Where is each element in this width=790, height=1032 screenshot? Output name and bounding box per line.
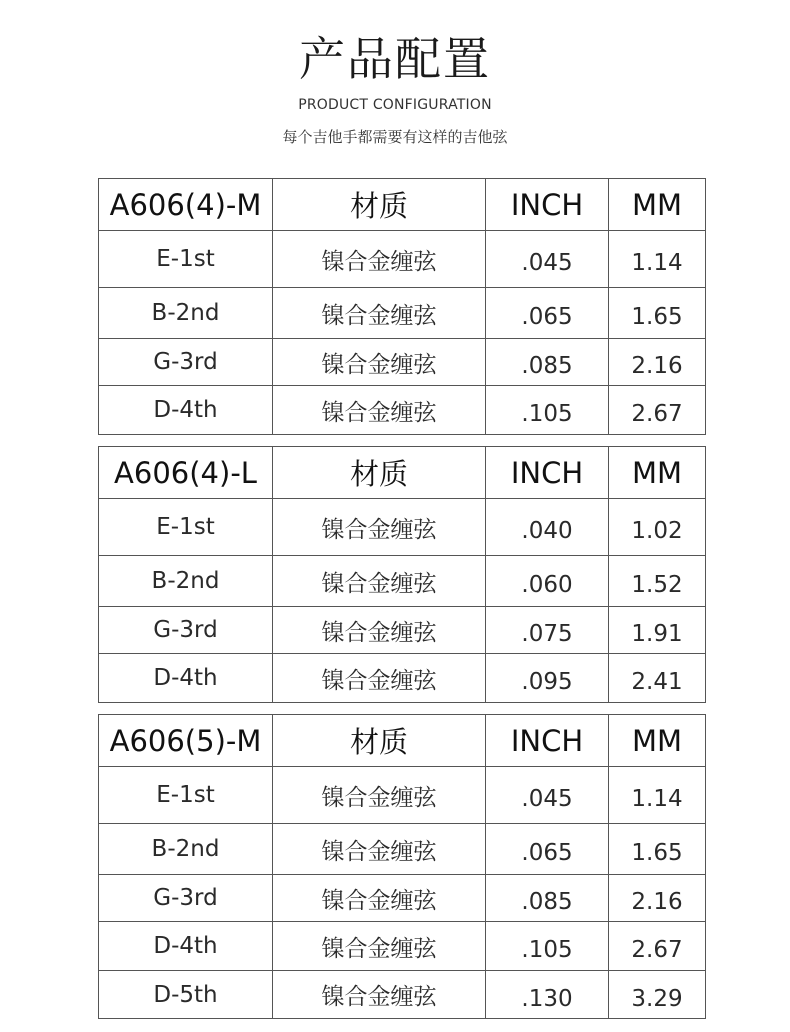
table-row [99, 231, 706, 288]
mm-value: 3.29 [631, 985, 683, 1012]
column-header-inch: INCH [486, 715, 609, 767]
inch-cell [486, 499, 609, 556]
string-name: B-2nd [99, 556, 273, 607]
inch-cell [486, 922, 609, 971]
column-header-material: 材质 [273, 715, 486, 767]
model-name: A606(4)-L [99, 447, 273, 499]
inch-cell [486, 971, 609, 1019]
material-cell: 镍合金缠弦 [273, 288, 486, 339]
column-header-material: 材质 [273, 179, 486, 231]
material-cell: 镍合金缠弦 [273, 339, 486, 386]
model-name: A606(5)-M [99, 715, 273, 767]
string-name: G-3rd [99, 339, 273, 386]
inch-value: .045 [521, 786, 573, 812]
inch-value: .085 [521, 889, 573, 915]
table-row [99, 875, 706, 922]
inch-value: .130 [521, 985, 573, 1012]
column-header-inch: INCH [486, 447, 609, 499]
mm-value: 2.41 [631, 669, 683, 695]
material-cell: 镍合金缠弦 [273, 875, 486, 922]
column-header-inch: INCH [486, 179, 609, 231]
string-name: E-1st [99, 231, 273, 288]
mm-cell [609, 767, 706, 824]
mm-value: 2.16 [631, 889, 683, 915]
mm-cell [609, 875, 706, 922]
page-title: 产品配置 [299, 32, 491, 86]
table-row [99, 654, 706, 703]
material-cell: 镍合金缠弦 [273, 386, 486, 435]
inch-cell [486, 288, 609, 339]
mm-value: 1.14 [631, 786, 683, 812]
material-cell: 镍合金缠弦 [273, 767, 486, 824]
inch-value: .060 [521, 572, 573, 598]
string-name: G-3rd [99, 875, 273, 922]
table-header-row [99, 179, 706, 231]
inch-cell [486, 607, 609, 654]
mm-cell [609, 231, 706, 288]
mm-cell [609, 971, 706, 1019]
inch-value: .105 [521, 937, 573, 963]
mm-cell [609, 824, 706, 875]
mm-value: 2.67 [631, 937, 683, 963]
inch-cell [486, 654, 609, 703]
string-name: D-4th [99, 386, 273, 435]
column-header-mm: MM [609, 179, 706, 231]
material-cell: 镍合金缠弦 [273, 607, 486, 654]
inch-value: .085 [521, 353, 573, 379]
page-tagline: 每个吉他手都需要有这样的吉他弦 [282, 128, 508, 146]
inch-value: .105 [521, 401, 573, 427]
table-header-row [99, 715, 706, 767]
mm-cell [609, 654, 706, 703]
mm-cell [609, 288, 706, 339]
table-row [99, 556, 706, 607]
spec-table-a606-4-m [98, 178, 706, 435]
mm-value: 1.65 [631, 304, 683, 330]
inch-cell [486, 231, 609, 288]
table-row [99, 339, 706, 386]
mm-cell [609, 339, 706, 386]
inch-cell [486, 339, 609, 386]
table-row [99, 499, 706, 556]
material-cell: 镍合金缠弦 [273, 556, 486, 607]
table-row [99, 971, 706, 1019]
inch-cell [486, 386, 609, 435]
table-row [99, 922, 706, 971]
mm-value: 1.65 [631, 840, 683, 866]
inch-value: .045 [521, 250, 573, 276]
string-name: B-2nd [99, 824, 273, 875]
string-name: D-4th [99, 654, 273, 703]
string-name: G-3rd [99, 607, 273, 654]
material-cell: 镍合金缠弦 [273, 654, 486, 703]
model-name: A606(4)-M [99, 179, 273, 231]
mm-value: 1.02 [631, 518, 683, 544]
mm-cell [609, 499, 706, 556]
table-header-row [99, 447, 706, 499]
mm-value: 1.14 [631, 250, 683, 276]
inch-value: .065 [521, 840, 573, 866]
inch-cell [486, 556, 609, 607]
inch-cell [486, 875, 609, 922]
material-cell: 镍合金缠弦 [273, 971, 486, 1019]
mm-cell [609, 607, 706, 654]
string-name: D-4th [99, 922, 273, 971]
mm-value: 2.16 [631, 353, 683, 379]
column-header-material: 材质 [273, 447, 486, 499]
page-subtitle: PRODUCT CONFIGURATION [298, 97, 492, 113]
inch-value: .095 [521, 669, 573, 695]
inch-value: .075 [521, 621, 573, 647]
mm-cell [609, 386, 706, 435]
table-row [99, 386, 706, 435]
column-header-mm: MM [609, 447, 706, 499]
table-row [99, 288, 706, 339]
spec-table-a606-4-l [98, 446, 706, 703]
string-name: E-1st [99, 499, 273, 556]
spec-table-a606-5-m [98, 714, 706, 1019]
column-header-mm: MM [609, 715, 706, 767]
table-row [99, 824, 706, 875]
string-name: E-1st [99, 767, 273, 824]
inch-value: .065 [521, 304, 573, 330]
material-cell: 镍合金缠弦 [273, 922, 486, 971]
mm-value: 1.52 [631, 572, 683, 598]
table-row [99, 767, 706, 824]
mm-value: 2.67 [631, 401, 683, 427]
string-name: B-2nd [99, 288, 273, 339]
mm-cell [609, 556, 706, 607]
mm-value: 1.91 [631, 621, 683, 647]
table-row [99, 607, 706, 654]
material-cell: 镍合金缠弦 [273, 824, 486, 875]
inch-cell [486, 767, 609, 824]
mm-cell [609, 922, 706, 971]
inch-value: .040 [521, 518, 573, 544]
string-name: D-5th [99, 971, 273, 1019]
inch-cell [486, 824, 609, 875]
material-cell: 镍合金缠弦 [273, 231, 486, 288]
material-cell: 镍合金缠弦 [273, 499, 486, 556]
